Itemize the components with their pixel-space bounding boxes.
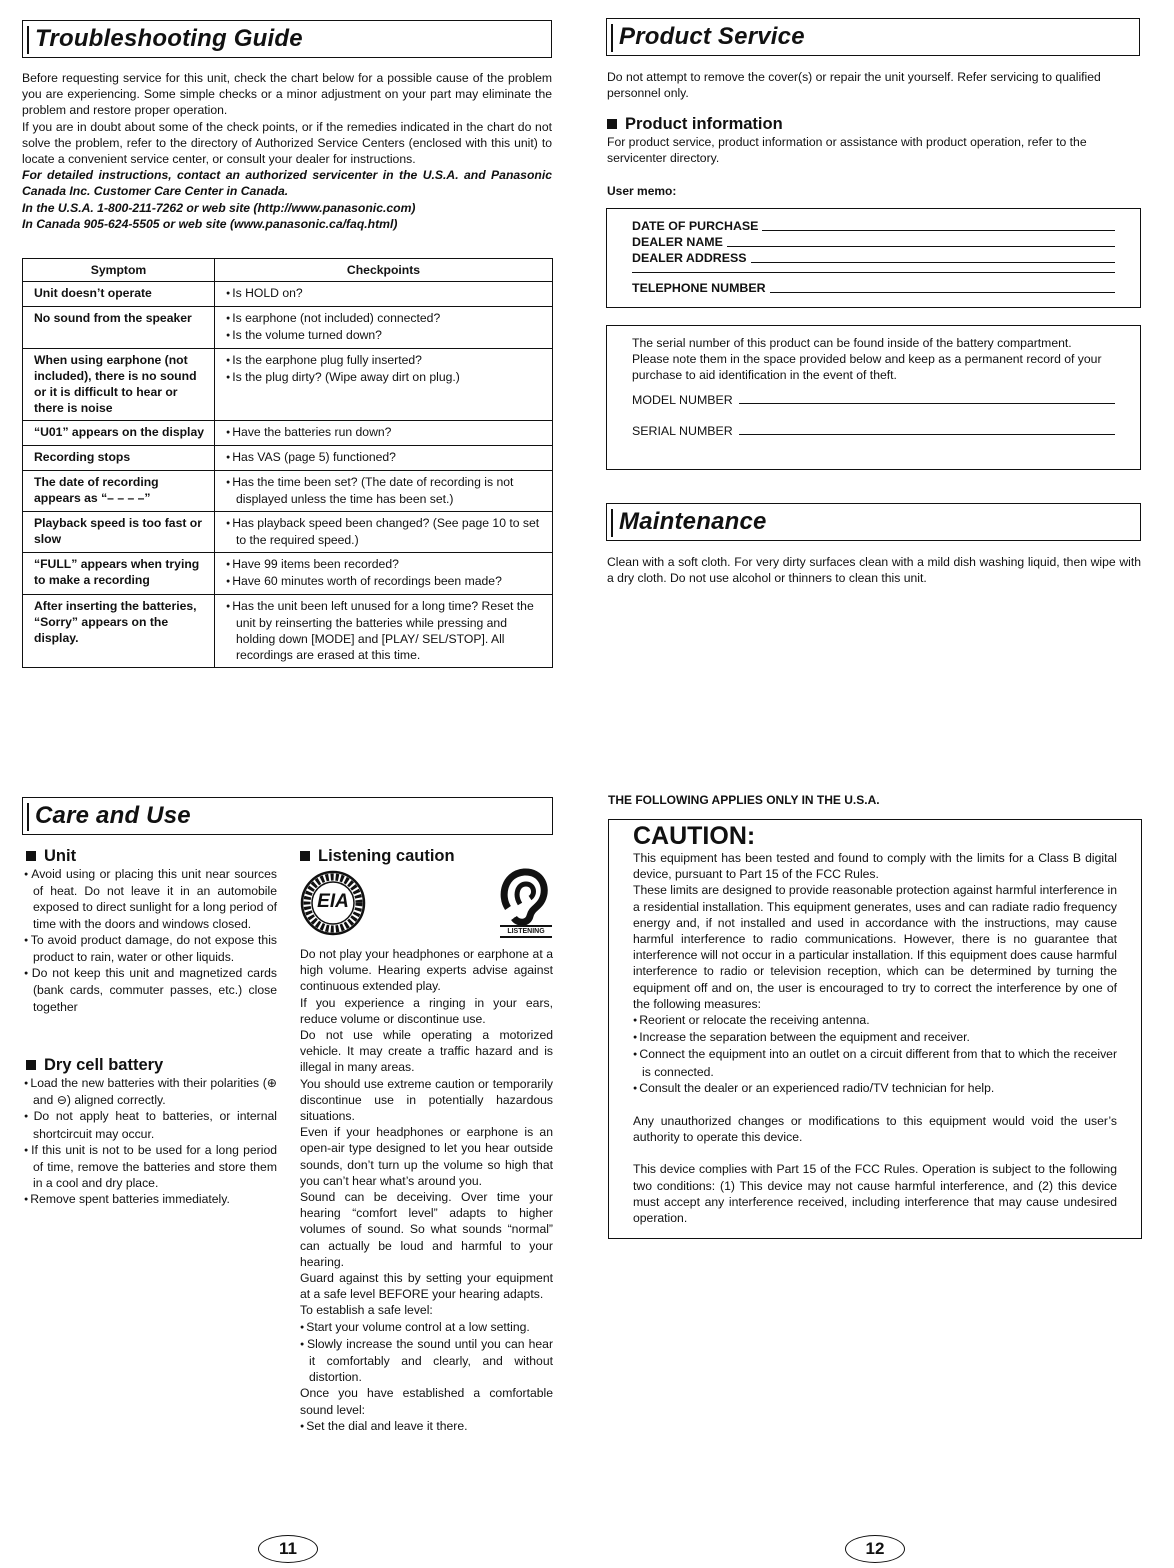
listening-paragraph: Even if your headphones or earphone is an open-air type designed to let you hear outside sounds, don’t turn up the volume so high that you can’t hear what’s around you.: [300, 1125, 553, 1188]
fcc-paragraph-1: This equipment has been tested and found to comply with the limits for a Class B digital device, pursuant to Part 15 of the FCC Rules.: [633, 851, 1117, 882]
care-and-use-heading: Care and Use: [22, 797, 553, 835]
listening-caution-text: [300, 946, 553, 1435]
user-memo-label: User memo:: [607, 184, 677, 198]
checkpoint-item: ● Is HOLD on?: [226, 285, 546, 302]
checkpoints-cell: [215, 471, 553, 512]
battery-care-item: ● If this unit is not to be used for a long period of time, remove the batteries and store them in a cool and dry place.: [24, 1142, 277, 1192]
product-information-text: For product service, product information or assistance with product operation, refer to the servicenter directory.: [607, 135, 1087, 166]
checkpoints-cell: [215, 512, 553, 553]
fcc-measure-item: ● Connect the equipment into an outlet on a circuit different from that to which the receiver is connected.: [633, 1046, 1117, 1079]
table-row: [23, 471, 553, 512]
symptom-cell: The date of recording appears as “– – – –”: [23, 471, 215, 512]
intro-paragraph-1: Before requesting service for this unit, check the chart below for a possible cause of the problem you are experiencing. Some simple checks or a minor adjustment on your part may eliminate the problem and restore proper operation.: [22, 71, 552, 118]
serial-number-field[interactable]: SERIAL NUMBER: [632, 423, 1115, 439]
checkpoint-item: ● Has playback speed been changed? (See page 10 to set to the required speed.): [226, 515, 546, 548]
listening-paragraph: You should use extreme caution or temporarily discontinue use in potentially hazardous situations.: [300, 1076, 553, 1124]
serial-text-1: The serial number of this product can be found inside of the battery compartment.: [632, 336, 1072, 350]
contact-paragraph-3: In Canada 905-624-5505 or web site (www.panasonic.ca/faq.html): [22, 216, 398, 231]
table-row: [23, 595, 553, 668]
table-row: [23, 307, 553, 349]
table-row: [23, 512, 553, 553]
checkpoint-item: ● Is earphone (not included) connected?: [226, 310, 546, 327]
symptom-cell: No sound from the speaker: [23, 307, 215, 349]
checkpoints-column-header: Checkpoints: [215, 259, 553, 282]
entry-line: [751, 262, 1115, 263]
symptom-cell: After inserting the batteries, “Sorry” appears on the display.: [23, 595, 215, 668]
table-row: [23, 446, 553, 471]
table-header-row: [23, 259, 553, 282]
symptom-cell: When using earphone (not included), there is no sound or it is difficult to hear or there is noise: [23, 349, 215, 421]
listening-paragraph: Do not use while operating a motorized vehicle. It may create a traffic hazard and is illegal in many areas.: [300, 1028, 553, 1075]
page-number-left: 11: [258, 1535, 318, 1563]
symptom-cell: Playback speed is too fast or slow: [23, 512, 215, 553]
listening-caution-heading: Listening caution: [300, 846, 455, 866]
dry-cell-battery-heading: Dry cell battery: [26, 1055, 163, 1075]
listening-paragraph: Sound can be deceiving. Over time your hearing “comfort level” adapts to higher volumes of sound. So what sounds “normal” can actually be loud and harmful to your hearing.: [300, 1190, 553, 1269]
checkpoints-cell: [215, 307, 553, 349]
battery-care-item: ● Remove spent batteries immediately.: [24, 1191, 277, 1208]
caution-title: CAUTION:: [633, 822, 756, 850]
unit-care-item: ● Do not keep this unit and magnetized cards (bank cards, commuter passes, etc.) close together: [24, 965, 277, 1015]
date-of-purchase-field[interactable]: DATE OF PURCHASE: [632, 218, 1115, 234]
entry-line: [739, 434, 1115, 435]
listening-logo: [496, 868, 552, 940]
troubleshooting-table: [22, 258, 553, 668]
contact-paragraph-2: In the U.S.A. 1-800-211-7262 or web site (http://www.panasonic.com): [22, 200, 416, 215]
fcc-measures-list: [633, 1012, 1117, 1097]
fcc-paragraph-2: These limits are designed to provide reasonable protection against harmful interference in a residential installation. This equipment generates, uses and can radiate radio frequency energy and, if not installed and used in accordance with the instructions, may cause harmful interference to radio communications. However, there is no guarantee that interference will not occur in a particular installation. If this equipment does cause harmful interference to radio or television reception, which can be determined by turning the equipment off and on, the user is encouraged to try to correct the interference by one of the following measures:: [633, 883, 1117, 1011]
checkpoints-cell: [215, 446, 553, 471]
table-row: [23, 349, 553, 421]
checkpoint-item: ● Have 60 minutes worth of recordings been made?: [226, 573, 546, 590]
checkpoint-item: ● Has the time been set? (The date of recording is not displayed unless the time has been set.): [226, 474, 546, 507]
dealer-name-field[interactable]: DEALER NAME: [632, 234, 1115, 250]
table-row: [23, 553, 553, 595]
listening-logo-text: LISTENING: [500, 925, 552, 938]
symptom-cell: “FULL” appears when trying to make a recording: [23, 553, 215, 595]
checkpoints-cell: [215, 421, 553, 446]
eia-logo-text: EIA: [317, 891, 349, 912]
square-bullet-icon: [26, 851, 36, 861]
square-bullet-icon: [26, 1060, 36, 1070]
checkpoints-cell: [215, 595, 553, 668]
checkpoints-cell: [215, 349, 553, 421]
fcc-paragraph-3: Any unauthorized changes or modifications to this equipment would void the user’s authority to operate this device.: [633, 1114, 1117, 1145]
symptom-cell: “U01” appears on the display: [23, 421, 215, 446]
checkpoint-item: ● Is the earphone plug fully inserted?: [226, 352, 546, 369]
table-row: [23, 282, 553, 307]
fcc-paragraph-4: This device complies with Part 15 of the FCC Rules. Operation is subject to the following two conditions: (1) This device may not cause harmful interference, and (2) this device must accept any interference received, including interference that may cause undesired operation.: [633, 1162, 1117, 1226]
established-item: ● Set the dial and leave it there.: [300, 1418, 553, 1435]
caution-body: [633, 850, 1117, 1226]
unit-care-list: [24, 866, 277, 1015]
battery-care-item: ● Load the new batteries with their polarities (⊕ and ⊖) aligned correctly.: [24, 1075, 277, 1108]
symptom-column-header: Symptom: [23, 259, 215, 282]
square-bullet-icon: [607, 119, 617, 129]
listening-paragraph: Guard against this by setting your equipment at a safe level BEFORE your hearing adapts.: [300, 1271, 553, 1302]
dealer-address-field[interactable]: DEALER ADDRESS: [632, 250, 1115, 266]
checkpoint-item: ● Has the unit been left unused for a long time? Reset the unit by reinserting the batteries while pressing and holding down [MODE] and [PLAY/ SEL/STOP]. All recordings are erased at this time.: [226, 598, 546, 663]
entry-line: [770, 292, 1115, 293]
safe-level-item: ● Slowly increase the sound until you can hear it comfortably and clearly, and without distortion.: [300, 1336, 553, 1386]
model-number-field[interactable]: MODEL NUMBER: [632, 392, 1115, 408]
dealer-address-extra-line[interactable]: [632, 266, 1115, 276]
telephone-number-field[interactable]: TELEPHONE NUMBER: [632, 280, 1115, 296]
maintenance-text: Clean with a soft cloth. For very dirty surfaces clean with a mild dish washing liquid, then wipe with a dry cloth. Do not use alcohol or thinners to clean this unit.: [607, 555, 1141, 586]
checkpoint-item: ● Have 99 items been recorded?: [226, 556, 546, 573]
battery-care-item: ● Do not apply heat to batteries, or internal shortcircuit may occur.: [24, 1108, 277, 1141]
fcc-measure-item: ● Reorient or relocate the receiving antenna.: [633, 1012, 1117, 1029]
checkpoints-cell: [215, 553, 553, 595]
listening-paragraph: Do not play your headphones or earphone at a high volume. Hearing experts advise against continuous extended play.: [300, 947, 553, 994]
fcc-applies-label: THE FOLLOWING APPLIES ONLY IN THE U.S.A.: [608, 793, 880, 807]
unit-care-item: ● Avoid using or placing this unit near sources of heat. Do not leave it in an automobile exposed to direct sunlight for a long period of time with the doors and windows closed.: [24, 866, 277, 932]
product-service-heading: Product Service: [606, 18, 1140, 56]
troubleshooting-heading: Troubleshooting Guide: [22, 20, 552, 58]
battery-care-list: [24, 1075, 277, 1209]
troubleshooting-intro: [22, 70, 552, 232]
fcc-caution-box: [608, 819, 1142, 1239]
square-bullet-icon: [300, 851, 310, 861]
listening-paragraph: If you experience a ringing in your ears, reduce volume or discontinue use.: [300, 995, 553, 1026]
table-row: [23, 421, 553, 446]
contact-paragraph-1: For detailed instructions, contact an authorized servicenter in the U.S.A. and Panasonic Canada Inc. Customer Care Center in Canada.: [22, 168, 552, 199]
serial-number-box: [606, 325, 1141, 470]
entry-line: [762, 230, 1115, 231]
product-information-heading: Product information: [607, 114, 783, 134]
checkpoint-item: ● Is the plug dirty? (Wipe away dirt on plug.): [226, 369, 546, 386]
maintenance-heading: Maintenance: [606, 503, 1141, 541]
checkpoint-item: ● Has VAS (page 5) functioned?: [226, 449, 546, 466]
fcc-measure-item: ● Consult the dealer or an experienced radio/TV technician for help.: [633, 1080, 1117, 1097]
unit-heading: Unit: [26, 846, 76, 866]
product-service-text: Do not attempt to remove the cover(s) or repair the unit yourself. Refer servicing to qualified personnel only.: [607, 70, 1101, 101]
checkpoint-item: ● Is the volume turned down?: [226, 327, 546, 344]
entry-line: [727, 246, 1115, 247]
unit-care-item: ● To avoid product damage, do not expose this product to rain, water or other liquids.: [24, 932, 277, 965]
intro-paragraph-2: If you are in doubt about some of the check points, or if the remedies indicated in the chart do not solve the problem, refer to the directory of Authorized Service Centers (enclosed with this unit) to locate a convenient service center, or consult your dealer for instructions.: [22, 119, 552, 167]
serial-text-2: Please note them in the space provided below and keep as a permanent record of your purchase to aid identification in the event of theft.: [632, 352, 1102, 383]
entry-line: [632, 272, 1115, 273]
user-memo-box: [606, 208, 1141, 308]
symptom-cell: Recording stops: [23, 446, 215, 471]
eia-logo: [300, 870, 366, 936]
page-number-right: 12: [845, 1535, 905, 1563]
safe-level-item: ● Start your volume control at a low setting.: [300, 1319, 553, 1336]
entry-line: [739, 403, 1115, 404]
established-paragraph: Once you have established a comfortable sound level:: [300, 1386, 553, 1417]
listening-paragraph: To establish a safe level:: [300, 1303, 433, 1318]
checkpoints-cell: [215, 282, 553, 307]
checkpoint-item: ● Have the batteries run down?: [226, 424, 546, 441]
symptom-cell: Unit doesn’t operate: [23, 282, 215, 307]
table-body: [23, 282, 553, 668]
fcc-measure-item: ● Increase the separation between the equipment and receiver.: [633, 1029, 1117, 1046]
